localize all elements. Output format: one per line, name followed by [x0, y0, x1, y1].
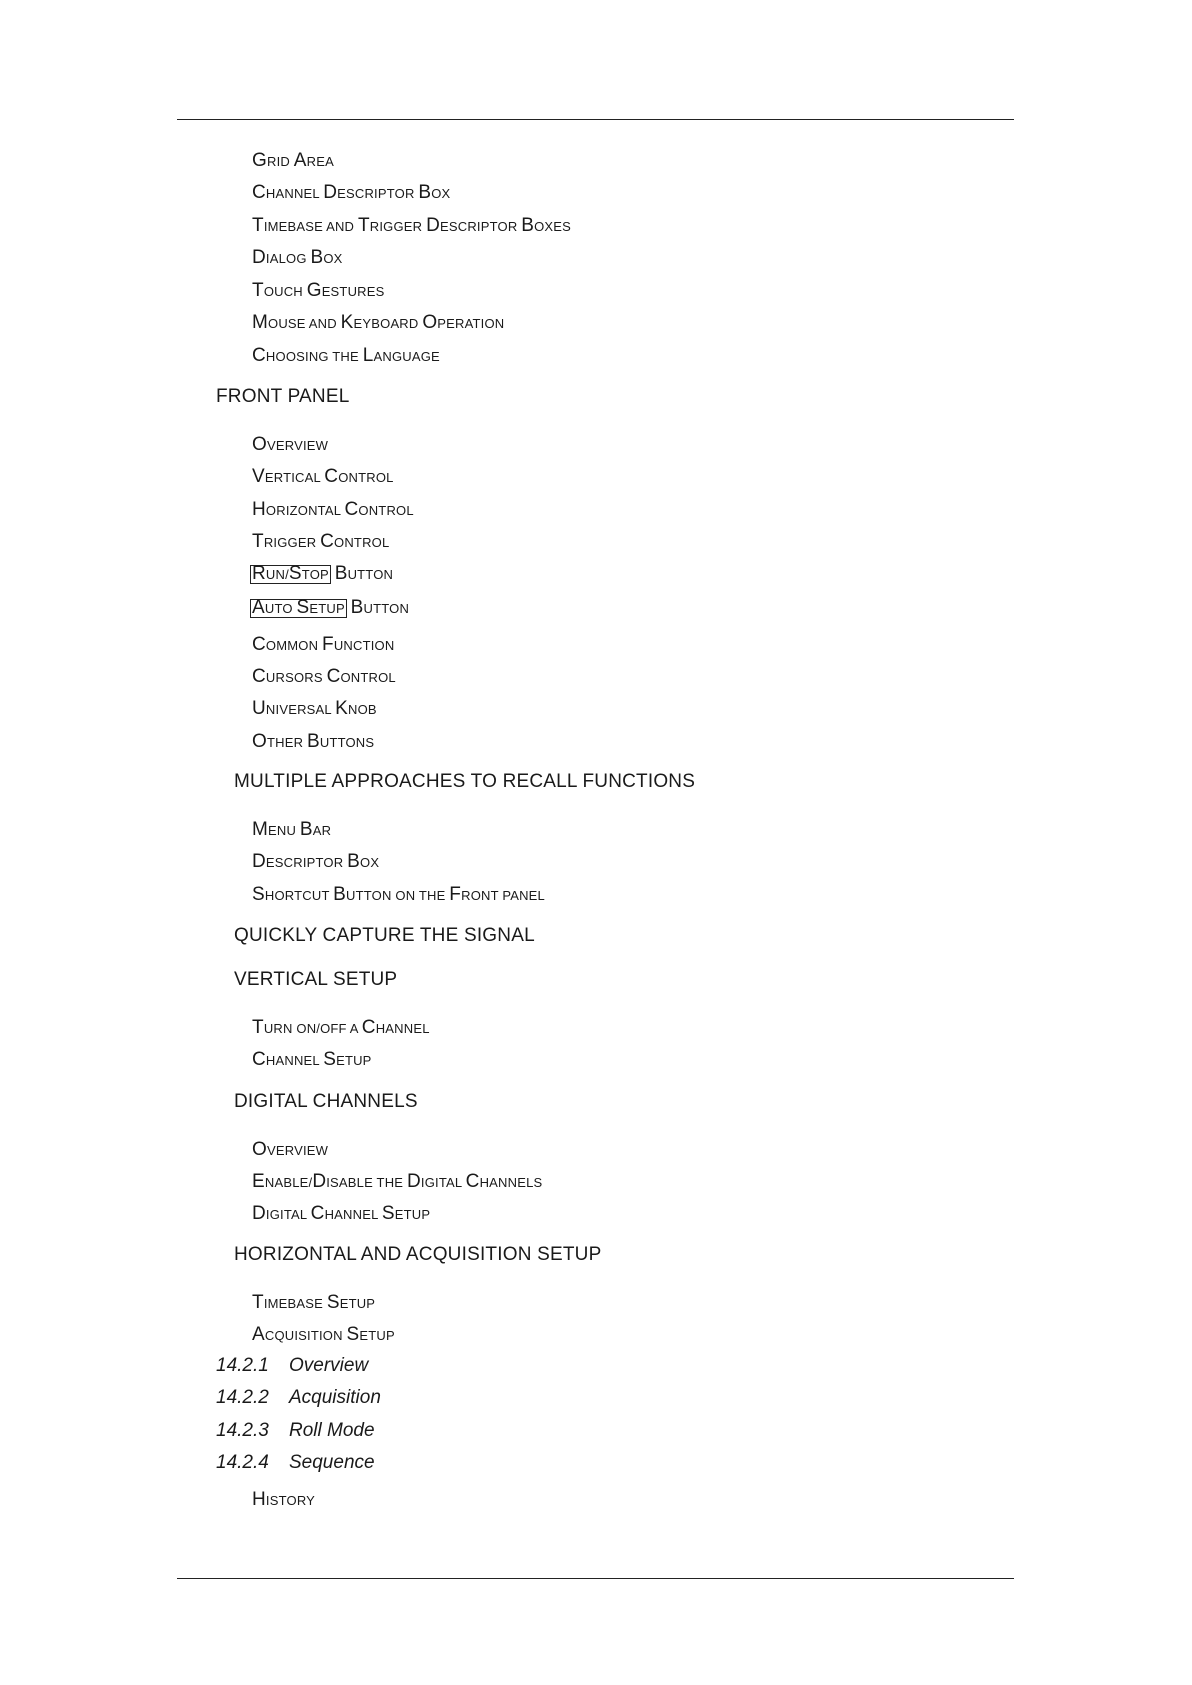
toc-section-heading[interactable]: [234, 969, 397, 991]
toc-entry[interactable]: [252, 698, 377, 720]
toc-section-heading[interactable]: [216, 386, 349, 408]
toc-entry[interactable]: [252, 215, 571, 237]
toc-entry-boxed-label: AUTO SETUP: [252, 597, 345, 618]
toc-entry[interactable]: [252, 499, 414, 521]
toc-section-heading[interactable]: [234, 771, 695, 793]
toc-entry[interactable]: [252, 531, 389, 553]
toc-entry[interactable]: [252, 563, 393, 585]
toc-entry-number: 14.2.3: [216, 1420, 269, 1441]
toc-entry[interactable]: [252, 1017, 430, 1039]
toc-entry-label: GRID AREA: [252, 150, 335, 171]
toc-entry-label: TRIGGER CONTROL: [252, 531, 390, 552]
toc-entry-label: CHANNEL SETUP: [252, 1049, 372, 1070]
toc-entry-label: TIMEBASE SETUP: [252, 1292, 376, 1313]
toc-entry[interactable]: [252, 1324, 395, 1346]
toc-entry-label: TOUCH GESTURES: [252, 280, 385, 301]
toc-entry-label: MENU BAR: [252, 819, 332, 840]
toc-numbered-entry[interactable]: [216, 1420, 375, 1442]
toc-entry[interactable]: [252, 312, 504, 334]
toc-entry-label: TIMEBASE AND TRIGGER DESCRIPTOR BOXES: [252, 215, 572, 236]
toc-entry[interactable]: [252, 1292, 375, 1314]
toc-entry[interactable]: [252, 280, 385, 302]
toc-heading-label: HORIZONTAL AND ACQUISITION SETUP: [234, 1244, 602, 1265]
toc-entry-label: DIGITAL CHANNEL SETUP: [252, 1203, 431, 1224]
toc-entry[interactable]: [252, 434, 328, 456]
toc-entry[interactable]: [252, 247, 343, 269]
toc-entry[interactable]: [252, 466, 394, 488]
header-rule: [177, 119, 1014, 120]
toc-numbered-entry[interactable]: [216, 1452, 375, 1474]
toc-entry-number: 14.2.4: [216, 1452, 269, 1473]
toc-entry-label: VERTICAL CONTROL: [252, 466, 394, 487]
toc-heading-label: DIGITAL CHANNELS: [234, 1091, 418, 1112]
toc-entry[interactable]: [252, 1489, 315, 1511]
toc-entry[interactable]: [252, 1049, 372, 1071]
toc-entry[interactable]: [252, 150, 334, 172]
toc-entry-label: OVERVIEW: [252, 434, 329, 455]
toc-entry-label: BUTTON: [350, 597, 410, 618]
toc-entry-label: Sequence: [289, 1452, 375, 1473]
toc-heading-label: QUICKLY CAPTURE THE SIGNAL: [234, 925, 535, 946]
toc-entry-label: COMMON FUNCTION: [252, 634, 395, 655]
toc-entry[interactable]: [252, 634, 394, 656]
toc-entry-label: OTHER BUTTONS: [252, 731, 375, 752]
toc-heading-label: FRONT PANEL: [216, 386, 350, 407]
toc-entry-label: BUTTON: [334, 563, 394, 584]
toc-entry[interactable]: [252, 1203, 430, 1225]
toc-entry[interactable]: [252, 819, 331, 841]
toc-entry-label: UNIVERSAL KNOB: [252, 698, 377, 719]
toc-entry-label: SHORTCUT BUTTON ON THE FRONT PANEL: [252, 884, 545, 905]
toc-entry-label: ACQUISITION SETUP: [252, 1324, 395, 1345]
toc-entry[interactable]: [252, 666, 396, 688]
toc-numbered-entry[interactable]: [216, 1387, 381, 1409]
toc-entry-label: HISTORY: [252, 1489, 316, 1510]
toc-entry[interactable]: [252, 851, 379, 873]
toc-entry-label: OVERVIEW: [252, 1139, 329, 1160]
toc-entry-label: Roll Mode: [289, 1420, 375, 1441]
toc-entry[interactable]: [252, 884, 545, 906]
toc-entry-number: 14.2.2: [216, 1387, 269, 1408]
footer-rule: [177, 1578, 1014, 1579]
toc-entry-number: 14.2.1: [216, 1355, 269, 1376]
toc-entry[interactable]: [252, 345, 440, 367]
toc-entry[interactable]: [252, 1171, 542, 1193]
toc-entry-label: HORIZONTAL CONTROL: [252, 499, 414, 520]
toc-entry-label: DESCRIPTOR BOX: [252, 851, 380, 872]
toc-entry[interactable]: [252, 182, 450, 204]
toc-heading-label: MULTIPLE APPROACHES TO RECALL FUNCTIONS: [234, 771, 696, 792]
toc-entry-label: MOUSE AND KEYBOARD OPERATION: [252, 312, 505, 333]
toc-entry-label: CURSORS CONTROL: [252, 666, 396, 687]
toc-entry[interactable]: [252, 1139, 328, 1161]
toc-numbered-entry[interactable]: [216, 1355, 368, 1377]
toc-entry-label: Overview: [289, 1355, 369, 1376]
toc-section-heading[interactable]: [234, 1091, 418, 1113]
toc-section-heading[interactable]: [234, 1244, 601, 1266]
toc-heading-label: VERTICAL SETUP: [234, 969, 398, 990]
toc-entry-label: Acquisition: [289, 1387, 381, 1408]
toc-entry[interactable]: [252, 731, 374, 753]
toc-entry-label: CHANNEL DESCRIPTOR BOX: [252, 182, 451, 203]
toc-entry-boxed-label: RUN/STOP: [252, 563, 329, 584]
toc-entry-label: ENABLE/DISABLE THE DIGITAL CHANNELS: [252, 1171, 543, 1192]
toc-entry[interactable]: [252, 597, 409, 619]
toc-entry-label: DIALOG BOX: [252, 247, 343, 268]
toc-entry-label: TURN ON/OFF A CHANNEL: [252, 1017, 430, 1038]
toc-section-heading[interactable]: [234, 925, 535, 947]
toc-entry-label: CHOOSING THE LANGUAGE: [252, 345, 440, 366]
